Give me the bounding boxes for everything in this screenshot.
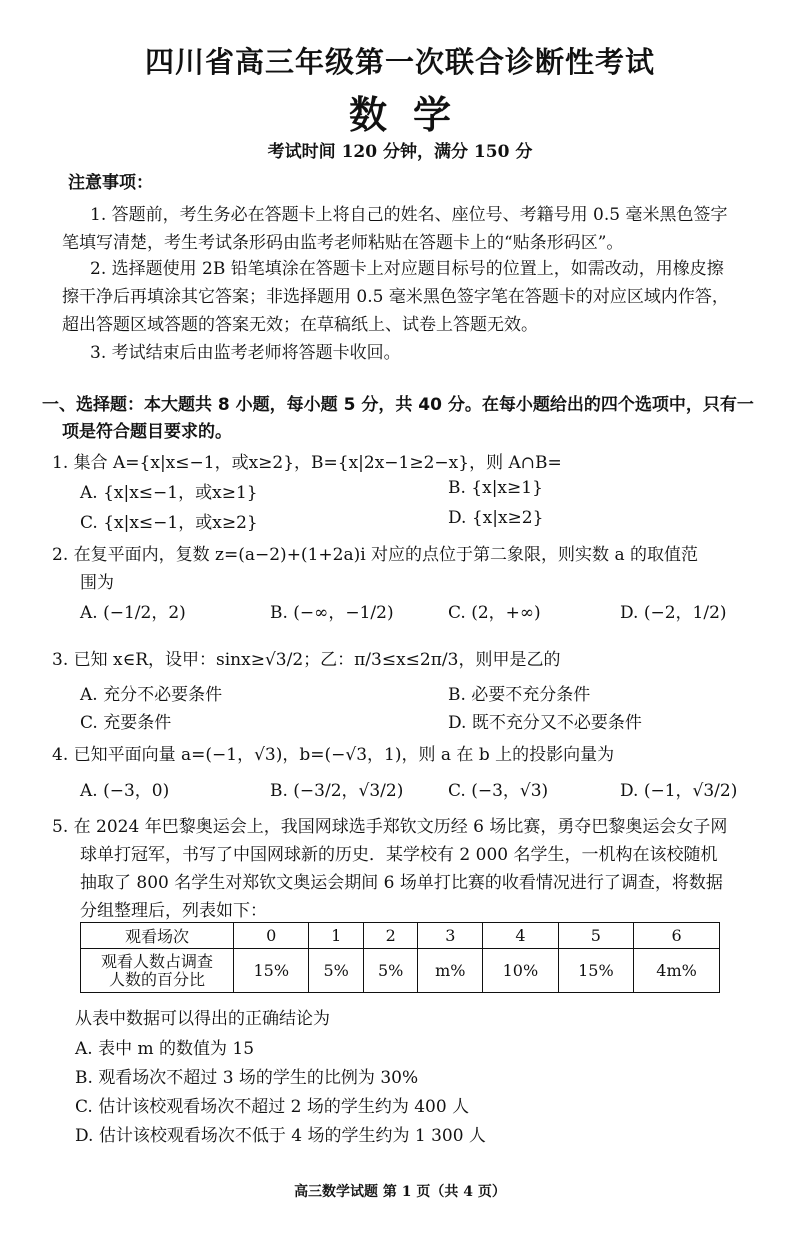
table-value-cell: 10%: [483, 949, 558, 993]
table-row-label-cell: [81, 949, 234, 993]
note-line-3: 2. 选择题使用 2B 铅笔填涂在答题卡上对应题目标号的位置上，如需改动，用橡皮擦: [90, 259, 724, 279]
question-5-option-a: A. 表中 m 的数值为 15: [75, 1039, 255, 1059]
question-2-stem-line-2: 围为: [80, 573, 114, 593]
question-5-stem-line-2: 球单打冠军，书写了中国网球新的历史．某学校有 2 000 名学生，一机构在该校随机: [80, 845, 718, 865]
question-2-option-a: A. (−1/2，2): [80, 603, 186, 623]
question-1-option-c: C. {x|x≤−1，或x≥2}: [80, 513, 258, 533]
question-4-stem: 4. 已知平面向量 a=(−1，√3)，b=(−√3，1)，则 a 在 b 上的投影向量为: [52, 745, 615, 765]
table-header-row: [81, 923, 720, 949]
question-5-stem-line-1: 5. 在 2024 年巴黎奥运会上，我国网球选手郑钦文历经 6 场比赛，勇夺巴黎奥运会女子网: [52, 817, 728, 837]
note-line-5: 超出答题区域答题的答案无效；在草稿纸上、试卷上答题无效。: [62, 315, 538, 335]
question-5-stem-line-4: 分组整理后，列表如下：: [80, 901, 267, 921]
table-header-cell: 4: [483, 923, 558, 949]
question-3-option-b: B. 必要不充分条件: [448, 685, 591, 705]
table-header-cell: 0: [234, 923, 309, 949]
question-1-option-b: B. {x|x≥1}: [448, 478, 543, 498]
note-line-4: 擦干净后再填涂其它答案；非选择题用 0.5 毫米黑色签字笔在答题卡的对应区域内作答，: [62, 287, 729, 307]
table-value-cell: 15%: [234, 949, 309, 993]
question-5-option-d: D. 估计该校观看场次不低于 4 场的学生约为 1 300 人: [75, 1126, 486, 1146]
subject-title: 数学: [348, 93, 477, 137]
question-4-option-d: D. (−1，√3/2): [620, 781, 738, 801]
note-line-6: 3. 考试结束后由监考老师将答题卡收回。: [90, 343, 401, 363]
question-5-option-b: B. 观看场次不超过 3 场的学生的比例为 30%: [75, 1068, 419, 1088]
table-header-cell: 1: [309, 923, 363, 949]
question-1-option-a: A. {x|x≤−1，或x≥1}: [80, 483, 258, 503]
viewing-stats-table: [80, 922, 720, 993]
table-value-cell: 5%: [309, 949, 363, 993]
question-5-prompt: 从表中数据可以得出的正确结论为: [75, 1009, 330, 1029]
notes-heading: 注意事项：: [68, 173, 153, 193]
question-2-stem-line-1: 2. 在复平面内，复数 z=(a−2)+(1+2a)i 对应的点位于第二象限，则实数 a 的取值范: [52, 545, 698, 565]
table-row-label-line-1: 观看人数占调查: [100, 951, 213, 971]
note-line-2: 笔填写清楚，考生考试条形码由监考老师粘贴在答题卡上的“贴条形码区”。: [62, 233, 624, 253]
section-heading-line-1: 一、选择题：本大题共 8 小题，每小题 5 分，共 40 分。在每小题给出的四个选项中，只有一: [42, 395, 754, 415]
table-value-row: [81, 949, 720, 993]
exam-info: 考试时间 120 分钟，满分 150 分: [267, 142, 533, 162]
question-4-option-c: C. (−3，√3): [448, 781, 549, 801]
question-1-option-d: D. {x|x≥2}: [448, 508, 544, 528]
table-row-label-line-2: 人数的百分比: [108, 969, 205, 989]
question-3-option-c: C. 充要条件: [80, 713, 172, 733]
question-2-option-d: D. (−2，1/2): [620, 603, 727, 623]
table-header-cell: 5: [558, 923, 633, 949]
note-line-1: 1. 答题前，考生务必在答题卡上将自己的姓名、座位号、考籍号用 0.5 毫米黑色签字: [90, 205, 728, 225]
question-5-option-c: C. 估计该校观看场次不超过 2 场的学生约为 400 人: [75, 1097, 470, 1117]
question-5-stem-line-3: 抽取了 800 名学生对郑钦文奥运会期间 6 场单打比赛的收看情况进行了调查，将数据: [80, 873, 723, 893]
table-header-cell: 6: [634, 923, 720, 949]
question-2-option-c: C. (2，+∞): [448, 603, 541, 623]
table-value-cell: 4m%: [634, 949, 720, 993]
question-3-option-a: A. 充分不必要条件: [80, 685, 223, 705]
question-3-option-d: D. 既不充分又不必要条件: [448, 713, 642, 733]
table-header-cell: 2: [363, 923, 417, 949]
table-value-cell: m%: [418, 949, 483, 993]
question-4-option-b: B. (−3/2，√3/2): [270, 781, 404, 801]
question-4-option-a: A. (−3，0): [80, 781, 170, 801]
table-value-cell: 15%: [558, 949, 633, 993]
section-heading-line-2: 项是符合题目要求的。: [62, 422, 232, 442]
table-value-cell: 5%: [363, 949, 417, 993]
page-footer: 高三数学试题 第 1 页（共 4 页）: [294, 1184, 506, 1200]
table-row-label: 观看场次: [81, 923, 234, 949]
question-1-stem: 1. 集合 A={x|x≤−1，或x≥2}，B={x|2x−1≥2−x}，则 A∩B=: [52, 453, 562, 473]
question-2-option-b: B. (−∞，−1/2): [270, 603, 394, 623]
exam-title: 四川省高三年级第一次联合诊断性考试: [144, 45, 655, 79]
question-3-stem: 3. 已知 x∈R，设甲：sinx≥√3/2；乙：π/3≤x≤2π/3，则甲是乙的: [52, 650, 561, 670]
table-header-cell: 3: [418, 923, 483, 949]
